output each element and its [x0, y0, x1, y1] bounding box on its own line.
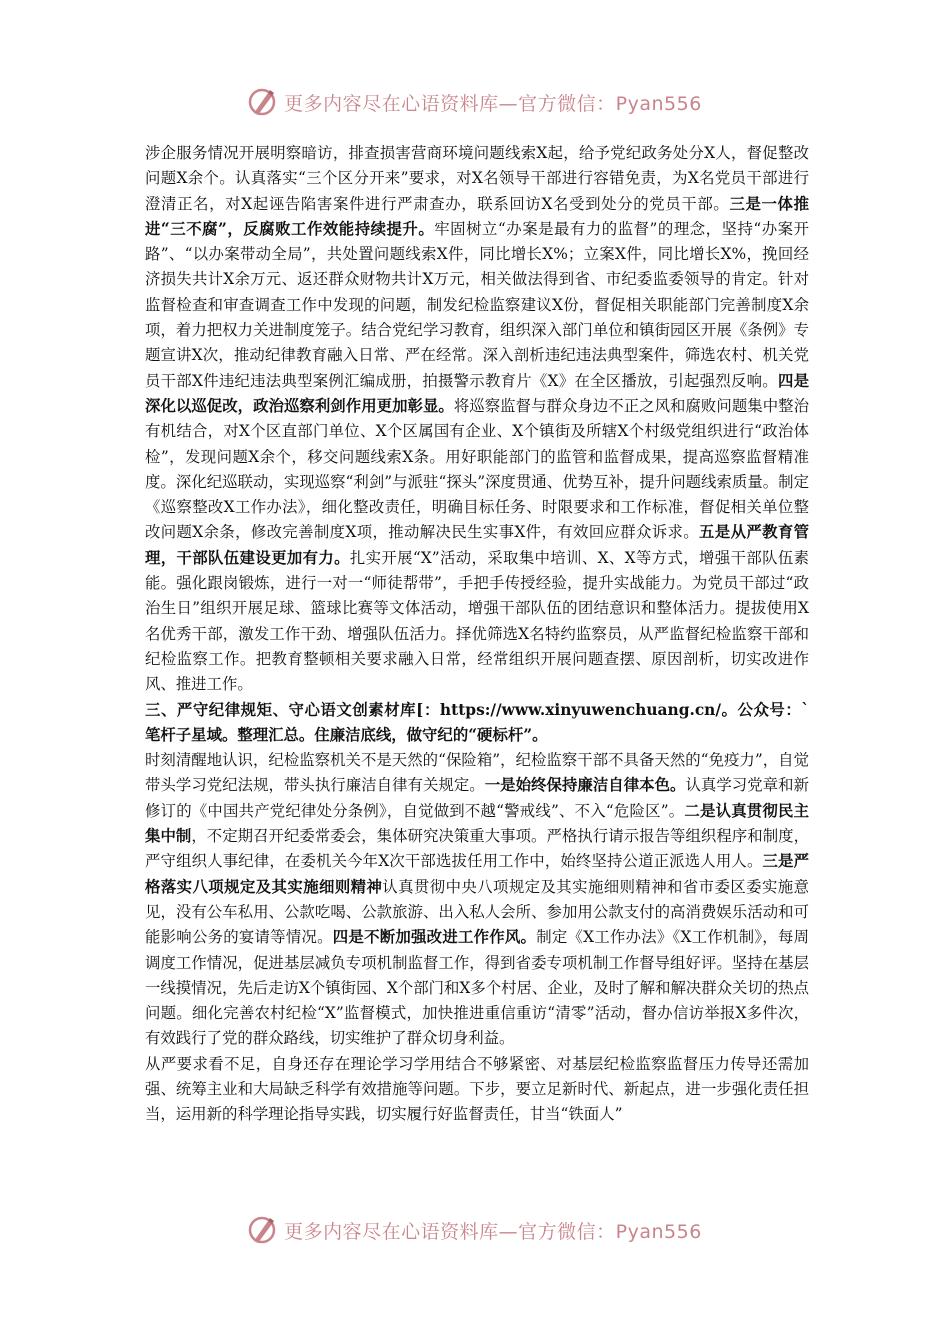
- paragraph-text: 将巡察监督与群众身边不正之风和腐败问题集中整治有机结合，对X个区直部门单位、X个区属国有企业、X个镇街及所辖X个村级党组织进行“政治体检”，发现问题X余个，移交问题线索X条。用好职能部门的监管和监督成果，提高巡察监督精准度。深化纪巡联动，实现巡察“利剑”与派驻“探头”深度贯通、优势互补，提升问题线索质量。制定《巡察整改X工作办法》，细化整改责任，明确目标任务、时限要求和工作标准，督促相关单位整改问题X余条，修改完善制度X项，推动解决民生实事X件，有效回应群众诉求。: [145, 396, 809, 542]
- paragraph: [145, 141, 809, 698]
- point-heading-4: 四是深化以巡促改，政治巡察利剑作用更加彰显。: [145, 371, 809, 415]
- paragraph-text: 从严要求看不足，自身还存在理论学习学用结合不够紧密、对基层纪检监察监督压力传导还需加强、统筹主业和大局缺乏科学有效措施等问题。下步，要立足新时代、新起点，进一步强化责任担当，运用新的科学理论指导实践，切实履行好监督责任，甘当“铁面人”: [145, 1054, 809, 1124]
- header-banner-text: 更多内容尽在心语资料库—官方微信：Pyan556: [284, 92, 702, 115]
- point-heading-5: 五是从严教育管理，干部队伍建设更加有力。: [145, 523, 809, 567]
- point-heading-4b: 四是不断加强改进工作作风。: [332, 928, 537, 947]
- paragraph-text: 时刻清醒地认识，纪检监察机关不是天然的“保险箱”，纪检监察干部不具备天然的“免疫力”，自觉带头学习党纪法规，带头执行廉洁自律有关规定。: [145, 751, 809, 795]
- paragraph: [145, 1052, 809, 1128]
- paragraph-text: 扎实开展“X”活动，采取集中培训、X、X等方式，增强干部队伍素能。强化跟岗锻炼，进行一对一“师徒帮带”，手把手传授经验，提升实战能力。为党员干部过“政治生日”组织开展足球、篮球比赛等文体活动，增强干部队伍的团结意识和整体活力。提拔使用X名优秀干部，激发工作干劲、增强队伍活力。择优筛选X名特约监察员，从严监督纪检监察干部和纪检监察工作。把教育整顿相关要求融入日常，经常组织开展问题查摆、原因剖析，切实改进作风、推进工作。: [145, 548, 809, 694]
- point-heading-3: 三是一体推进“三不腐”，反腐败工作效能持续提升。: [145, 194, 809, 238]
- point-heading-3b: 三是严格落实八项规定及其实施细则精神: [145, 852, 809, 896]
- paragraph-text: 制定《X工作办法》《X工作机制》，每周调度工作情况，促进基层减负专项机制监督工作，得到省委专项机制工作督导组好评。坚持在基层一线摸情况，先后走访X个镇街园、X个部门和X多个村居、企业，及时了解和解决群众关切的热点问题。细化完善农村纪检“X”监督模式，加快推进重信重访“清零”活动，督办信访举报X多件次，有效践行了党的群众路线，切实维护了群众切身利益。: [145, 928, 809, 1048]
- footer-banner: [0, 1210, 950, 1250]
- footer-banner-text: 更多内容尽在心语资料库—官方微信：Pyan556: [284, 1220, 702, 1243]
- document-body: [145, 141, 809, 1128]
- pen-logo-icon: [248, 1215, 278, 1245]
- paragraph-text: 涉企服务情况开展明察暗访，排查损害营商环境问题线索X起，给予党纪政务处分X人，督促整改问题X余个。认真落实“三个区分开来”要求，对X名领导干部进行容错免责，为X名党员干部进行澄清正名，对X起诬告陷害案件进行严肃查办，联系回访X名受到处分的党员干部。: [145, 144, 809, 213]
- paragraph-text: 认真学习党章和新修订的《中国共产党纪律处分条例》，自觉做到不越“警戒线”、不入“危险区”。: [145, 776, 809, 820]
- paragraph: [145, 748, 809, 1052]
- point-heading-1: 一是始终保持廉洁自律本色。: [484, 776, 686, 795]
- pen-logo-icon: [248, 87, 278, 117]
- paragraph-text: ，不定期召开纪委常委会，集体研究决策重大事项。严格执行请示报告等组织程序和制度，严守组织人事纪律，在委机关今年X次干部选拔任用工作中，始终坚持公道正派选人用人。: [145, 827, 809, 871]
- paragraph-text: 认真贯彻中央八项规定及其实施细则精神和省市委区委实施意见，没有公车私用、公款吃喝、公款旅游、出入私人会所、参加用公款支付的高消费娱乐活动和可能影响公务的宴请等情况。: [145, 877, 809, 947]
- point-heading-2: 二是认真贯彻民主集中制: [145, 801, 809, 846]
- section-heading: [145, 698, 809, 749]
- header-banner: [0, 82, 950, 122]
- paragraph-text: 牢固树立“办案是最有力的监督”的理念，坚持“办案开路”、“以办案带动全局”，共处置问题线索X件，同比增长X%；立案X件，同比增长X%，挽回经济损失共计X余万元、返还群众财物共计X万元，相关做法得到省、市纪委监委领导的肯定。针对监督检查和审查调查工作中发现的问题，制发纪检监察建议X份，督促相关职能部门完善制度X余项，着力把权力关进制度笼子。结合党纪学习教育，组织深入部门单位和镇街园区开展《条例》专题宣讲X次，推动纪律教育融入日常、严在经常。深入剖析违纪违法典型案件，筛选农村、机关党员干部X件违纪违法典型案例汇编成册，拍摄警示教育片《X》在全区播放，引起强烈反响。: [145, 219, 809, 390]
- section-heading-text: 三、严守纪律规矩、守心语文创素材库[：https://www.xinyuwenchuang.cn/。公众号：`笔杆子星域。整理汇总。住廉洁底线，做守纪的“硬标杆”。: [145, 700, 809, 744]
